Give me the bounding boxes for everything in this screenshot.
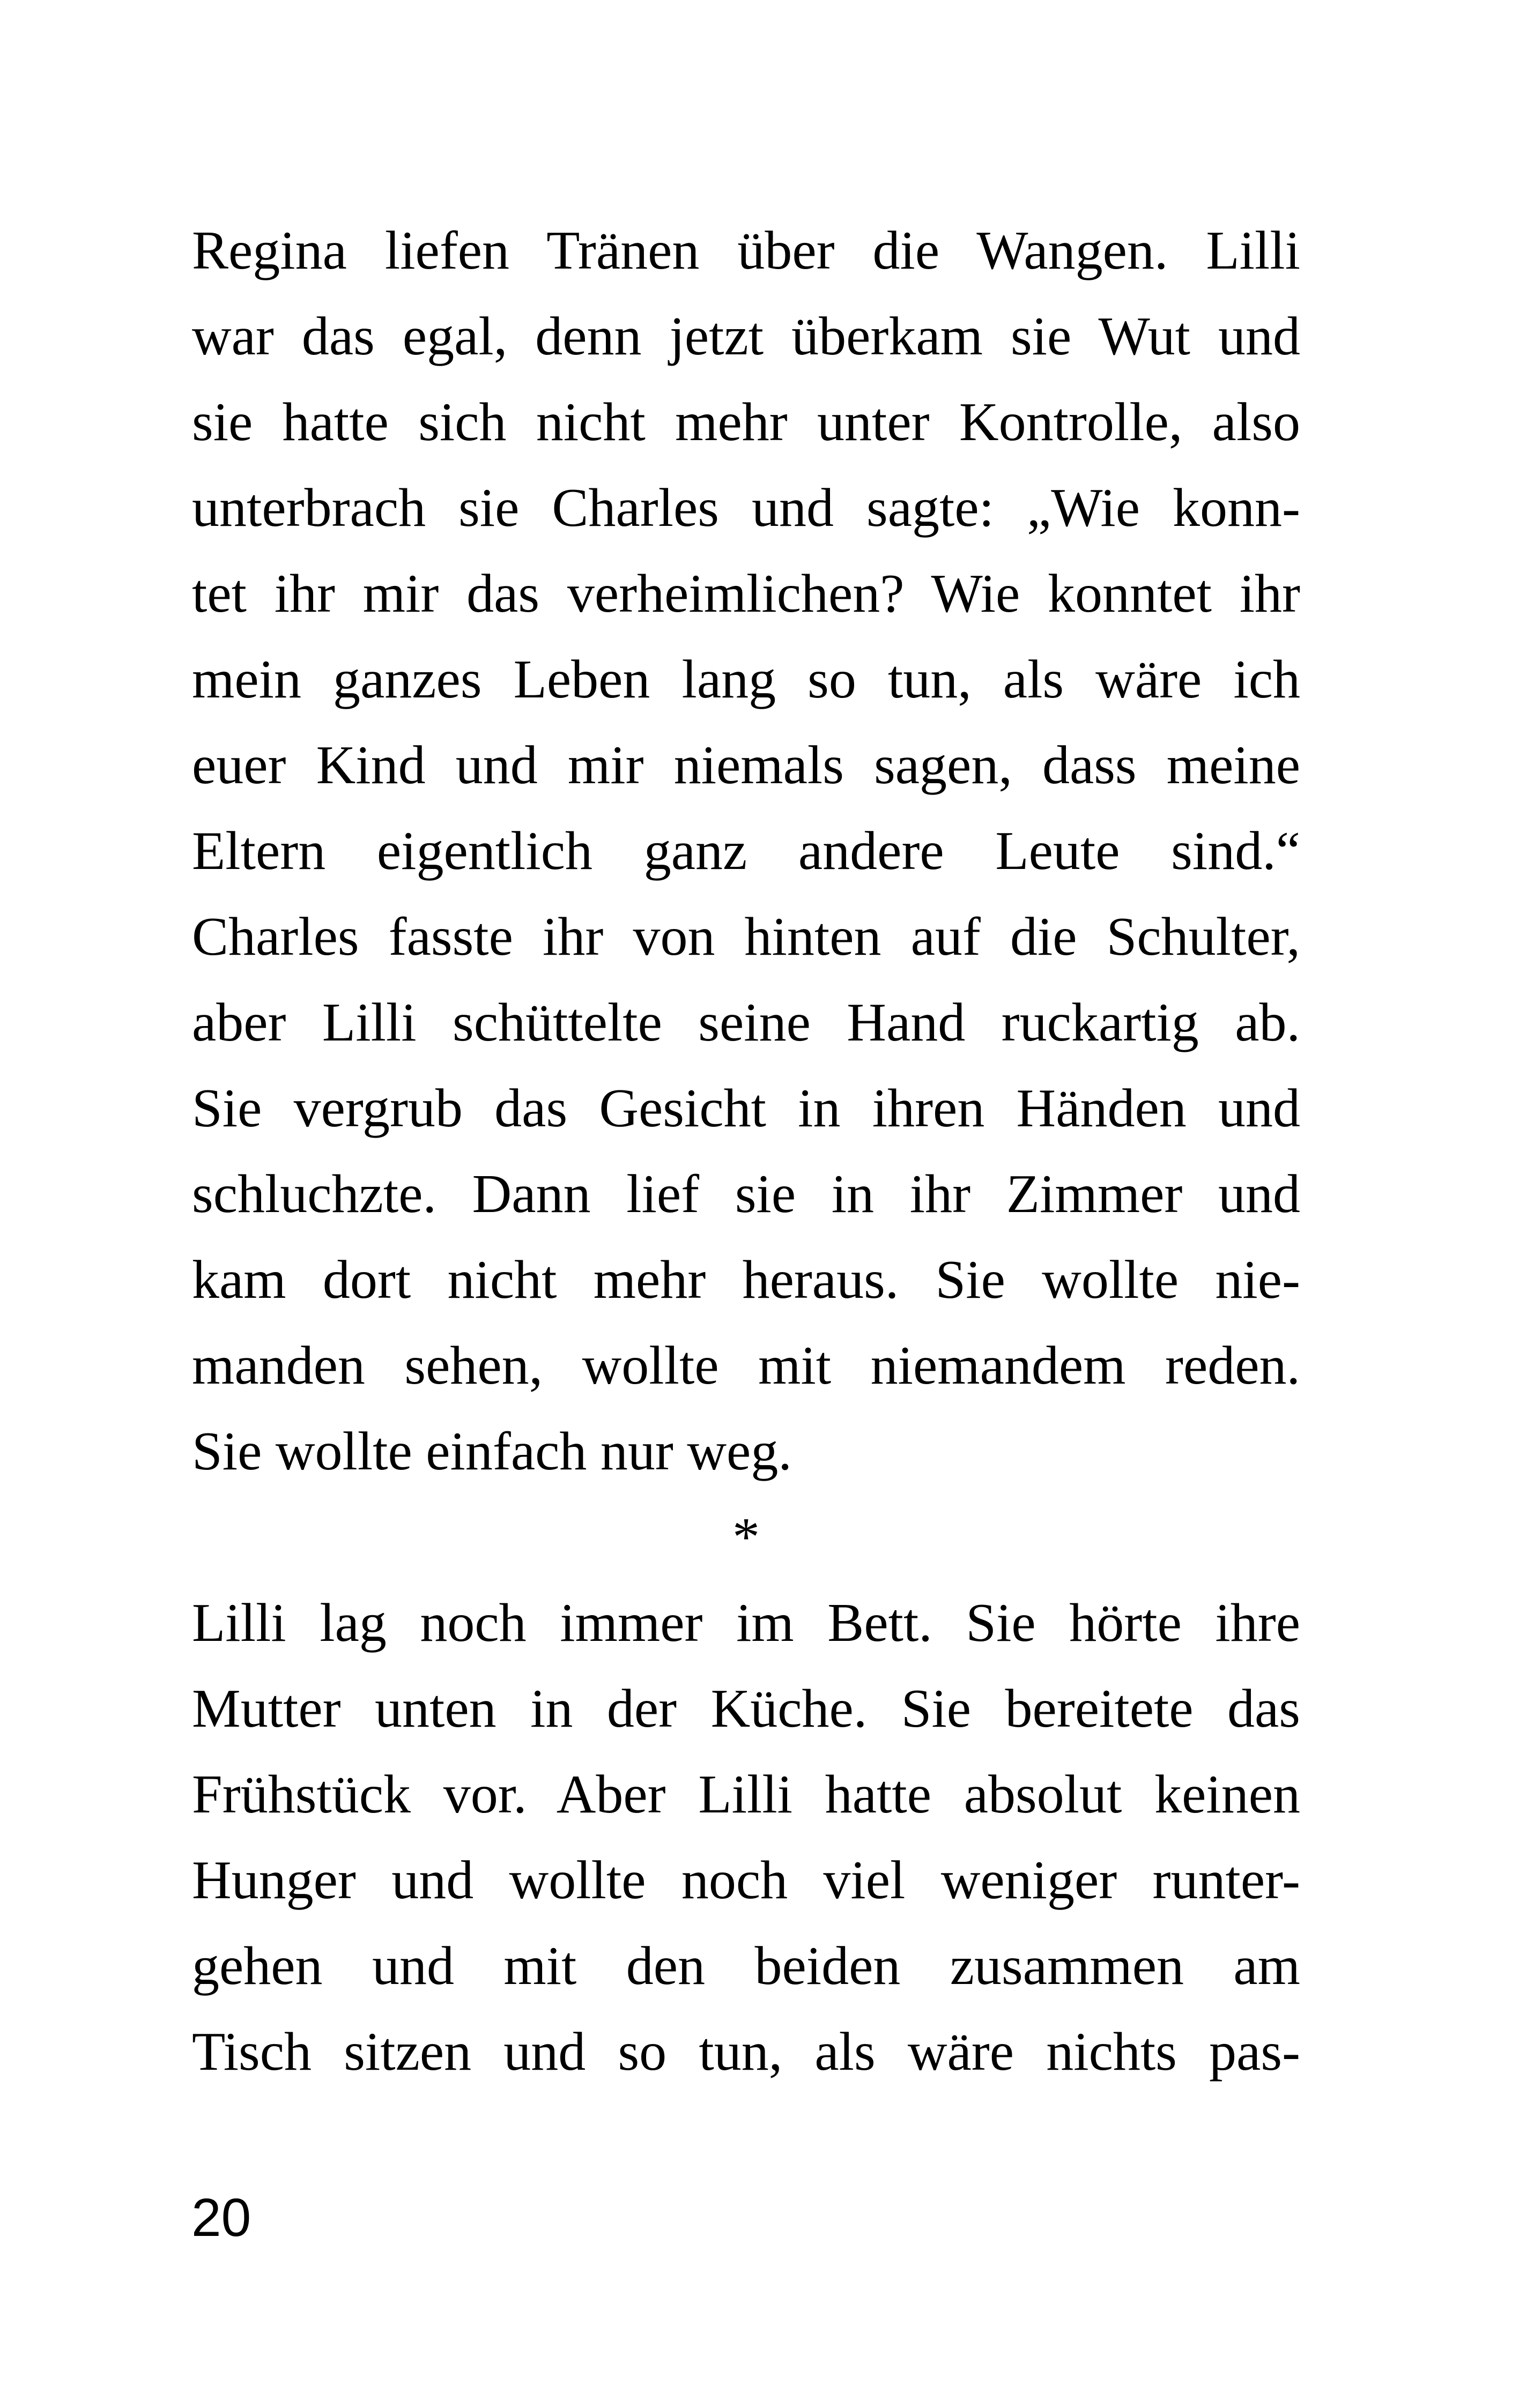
text-line: unterbrach sie Charles und sagte: „Wie konn-	[192, 478, 1300, 538]
text-line: Sie vergrub das Gesicht in ihren Händen und	[192, 1078, 1300, 1139]
text-line: kam dort nicht mehr heraus. Sie wollte nie-	[192, 1250, 1300, 1310]
text-line: gehen und mit den beiden zusammen am	[192, 1936, 1300, 1996]
text-line: aber Lilli schüttelte seine Hand ruckartig ab.	[192, 992, 1300, 1053]
text-line: Hunger und wollte noch viel weniger runter-	[192, 1850, 1300, 1911]
text-line: tet ihr mir das verheimlichen? Wie konntet ihr	[192, 563, 1300, 624]
text-line: sie hatte sich nicht mehr unter Kontrolle, also	[192, 392, 1300, 452]
text-line: Sie wollte einfach nur weg.	[192, 1421, 792, 1482]
text-line: war das egal, denn jetzt überkam sie Wut und	[192, 306, 1300, 367]
body-text	[192, 208, 1300, 2095]
text-line: Charles fasste ihr von hinten auf die Schulter,	[192, 906, 1300, 967]
text-line: mein ganzes Leben lang so tun, als wäre ich	[192, 649, 1300, 710]
text-line: schluchzte. Dann lief sie in ihr Zimmer und	[192, 1164, 1300, 1224]
text-line: Mutter unten in der Küche. Sie bereitete das	[192, 1678, 1300, 1739]
text-line: Regina liefen Tränen über die Wangen. Lilli	[192, 220, 1300, 281]
page-number: 20	[191, 2188, 251, 2248]
text-line: euer Kind und mir niemals sagen, dass meine	[192, 735, 1300, 796]
section-separator: *	[732, 1507, 760, 1567]
text-line: Lilli lag noch immer im Bett. Sie hörte ihre	[192, 1593, 1300, 1653]
text-line: Frühstück vor. Aber Lilli hatte absolut keinen	[192, 1764, 1300, 1825]
text-line: Eltern eigentlich ganz andere Leute sind.“	[192, 821, 1300, 881]
text-line: manden sehen, wollte mit niemandem reden.	[192, 1335, 1300, 1396]
text-line: Tisch sitzen und so tun, als wäre nichts pas-	[192, 2021, 1300, 2082]
